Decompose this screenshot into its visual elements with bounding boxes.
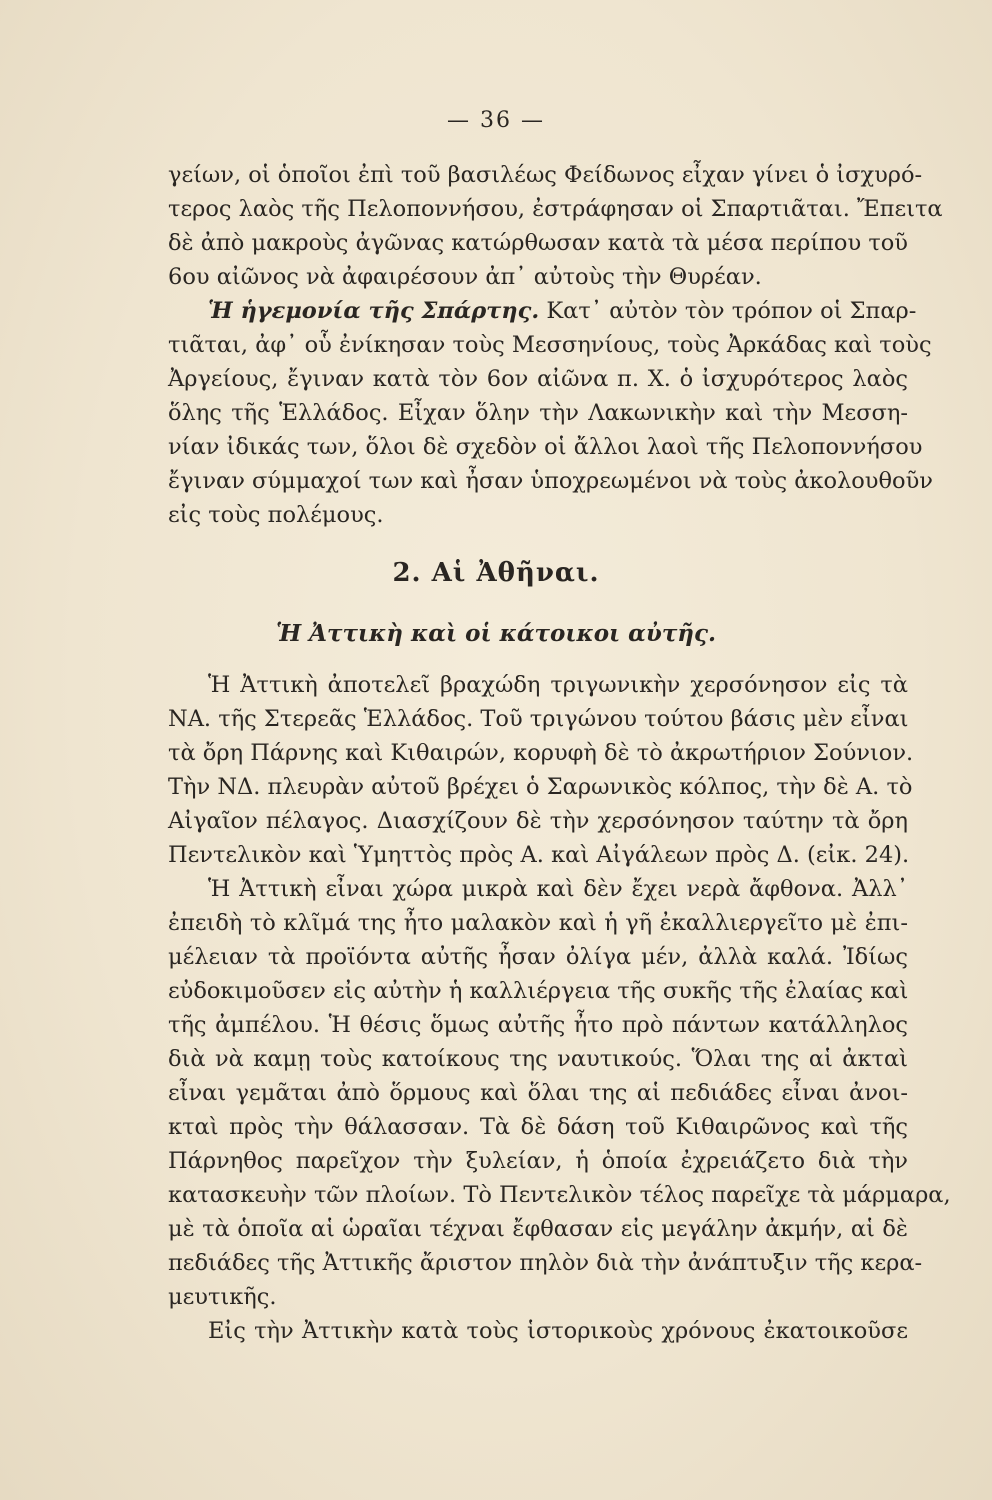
text-line: Ἡ Ἀττικὴ εἶναι χώρα μικρὰ καὶ δὲν ἔχει νερὰ ἄφθονα. Ἀλλ᾿ — [208, 876, 908, 902]
text-line: εἶναι γεμᾶται ἀπὸ ὅρμους καὶ ὅλαι της αἱ πεδιάδες εἶναι ἀνοι- — [168, 1080, 908, 1106]
text-line: γείων, οἱ ὁποῖοι ἐπὶ τοῦ βασιλέως Φείδωνος εἶχαν γίνει ὁ ἰσχυρό- — [168, 162, 923, 188]
subsection-title: Ἡ Ἀττικὴ καὶ οἱ κάτοικοι αὐτῆς. — [275, 620, 717, 647]
text-line: Ἀργείους, ἔγιναν κατὰ τὸν 6ον αἰῶνα π. Χ. ὁ ἰσχυρότερος λαὸς — [168, 366, 908, 392]
text-line: 6ου αἰῶνος νὰ ἀφαιρέσουν ἀπ᾿ αὐτοὺς τὴν Θυρέαν. — [168, 264, 762, 290]
paragraph-continuation — [168, 158, 943, 294]
text-line: Πεντελικὸν καὶ Ὑμηττὸς πρὸς Α. καὶ Αἰγάλεων πρὸς Δ. (εἰκ. 24). — [168, 842, 910, 868]
text-line: διὰ νὰ καμῃ τοὺς κατοίκους της ναυτικούς. Ὅλαι της αἱ ἀκταὶ — [168, 1046, 908, 1072]
text-line: δὲ ἀπὸ μακροὺς ἀγῶνας κατώρθωσαν κατὰ τὰ μέσα περίπου τοῦ — [168, 230, 908, 256]
section-title: 2. Αἱ Ἀθῆναι. — [392, 558, 600, 588]
text-line: Ἡ Ἀττικὴ ἀποτελεῖ βραχώδη τριγωνικὴν χερσόνησον εἰς τὰ — [208, 672, 908, 698]
text-line: τὰ ὄρη Πάρνης καὶ Κιθαιρών, κορυφὴ δὲ τὸ ἀκρωτήριον Σούνιον. — [168, 740, 914, 766]
text-line: τῆς ἀμπέλου. Ἡ θέσις ὅμως αὐτῆς ἦτο πρὸ πάντων κατάλληλος — [168, 1012, 908, 1038]
text-fragment: Κατ᾿ αὐτὸν τὸν τρόπον οἱ Σπαρ- — [546, 298, 917, 324]
paragraph-attica-resources — [168, 872, 951, 1314]
text-line: μὲ τὰ ὁποῖα αἱ ὡραῖαι τέχναι ἔφθασαν εἰς μεγάλην ἀκμήν, αἱ δὲ — [168, 1216, 908, 1242]
text-line: κταὶ πρὸς τὴν θάλασσαν. Τὰ δὲ δάση τοῦ Κιθαιρῶνος καὶ τῆς — [168, 1114, 908, 1140]
paragraph-attica-geography — [168, 668, 914, 872]
text-line: νίαν ἰδικάς των, ὅλοι δὲ σχεδὸν οἱ ἄλλοι λαοὶ τῆς Πελοποννήσου — [168, 434, 923, 460]
text-line: Αἰγαῖον πέλαγος. Διασχίζουν δὲ τὴν χερσόνησον ταύτην τὰ ὄρη — [168, 808, 908, 834]
text-line: ΝΑ. τῆς Στερεᾶς Ἑλλάδος. Τοῦ τριγώνου τούτου βάσις μὲν εἶναι — [168, 706, 909, 732]
page-number: — 36 — — [447, 108, 545, 133]
paragraph-heading: Ἡ ἡγεμονία τῆς Σπάρτης. — [208, 298, 540, 324]
paragraph-spartan-hegemony — [168, 294, 933, 532]
text-line: Πάρνηθος παρεῖχον τὴν ξυλείαν, ἡ ὁποία ἐχρειάζετο διὰ τὴν — [168, 1148, 908, 1174]
text-line: τιᾶται, ἀφ᾿ οὗ ἐνίκησαν τοὺς Μεσσηνίους, τοὺς Ἀρκάδας καὶ τοὺς — [168, 332, 932, 358]
text-line: κατασκευὴν τῶν πλοίων. Τὸ Πεντελικὸν τέλος παρεῖχε τὰ μάρμαρα, — [168, 1182, 951, 1208]
text-line: μευτικῆς. — [168, 1284, 277, 1310]
paragraph-attica-inhabitants — [168, 1314, 908, 1348]
text-line: ὅλης τῆς Ἑλλάδος. Εἶχαν ὅλην τὴν Λακωνικὴν καὶ τὴν Μεσση- — [168, 400, 908, 426]
text-line: τερος λαὸς τῆς Πελοποννήσου, ἐστράφησαν οἱ Σπαρτιᾶται. Ἔπειτα — [168, 196, 943, 222]
text-line: ἐπειδὴ τὸ κλῖμά της ἦτο μαλακὸν καὶ ἡ γῆ ἐκαλλιεργεῖτο μὲ ἐπι- — [168, 910, 908, 936]
text-line: μέλειαν τὰ προϊόντα αὐτῆς ἦσαν ὀλίγα μέν, ἀλλὰ καλά. Ἰδίως — [168, 944, 908, 970]
text-line: Τὴν ΝΔ. πλευρὰν αὐτοῦ βρέχει ὁ Σαρωνικὸς κόλπος, τὴν δὲ Α. τὸ — [168, 774, 913, 800]
text-line: Εἰς τὴν Ἀττικὴν κατὰ τοὺς ἱστορικοὺς χρόνους ἐκατοικοῦσε — [208, 1318, 908, 1344]
text-line: εὐδοκιμοῦσεν εἰς αὐτὴν ἡ καλλιέργεια τῆς συκῆς τῆς ἐλαίας καὶ — [168, 978, 909, 1004]
text-line: πεδιάδες τῆς Ἀττικῆς ἄριστον πηλὸν διὰ τὴν ἀνάπτυξιν τῆς κερα- — [168, 1250, 923, 1276]
text-line: εἰς τοὺς πολέμους. — [168, 502, 384, 528]
text-line: ἔγιναν σύμμαχοί των καὶ ἦσαν ὑποχρεωμένοι νὰ τοὺς ἀκολουθοῦν — [168, 468, 933, 494]
text-line — [168, 294, 917, 328]
